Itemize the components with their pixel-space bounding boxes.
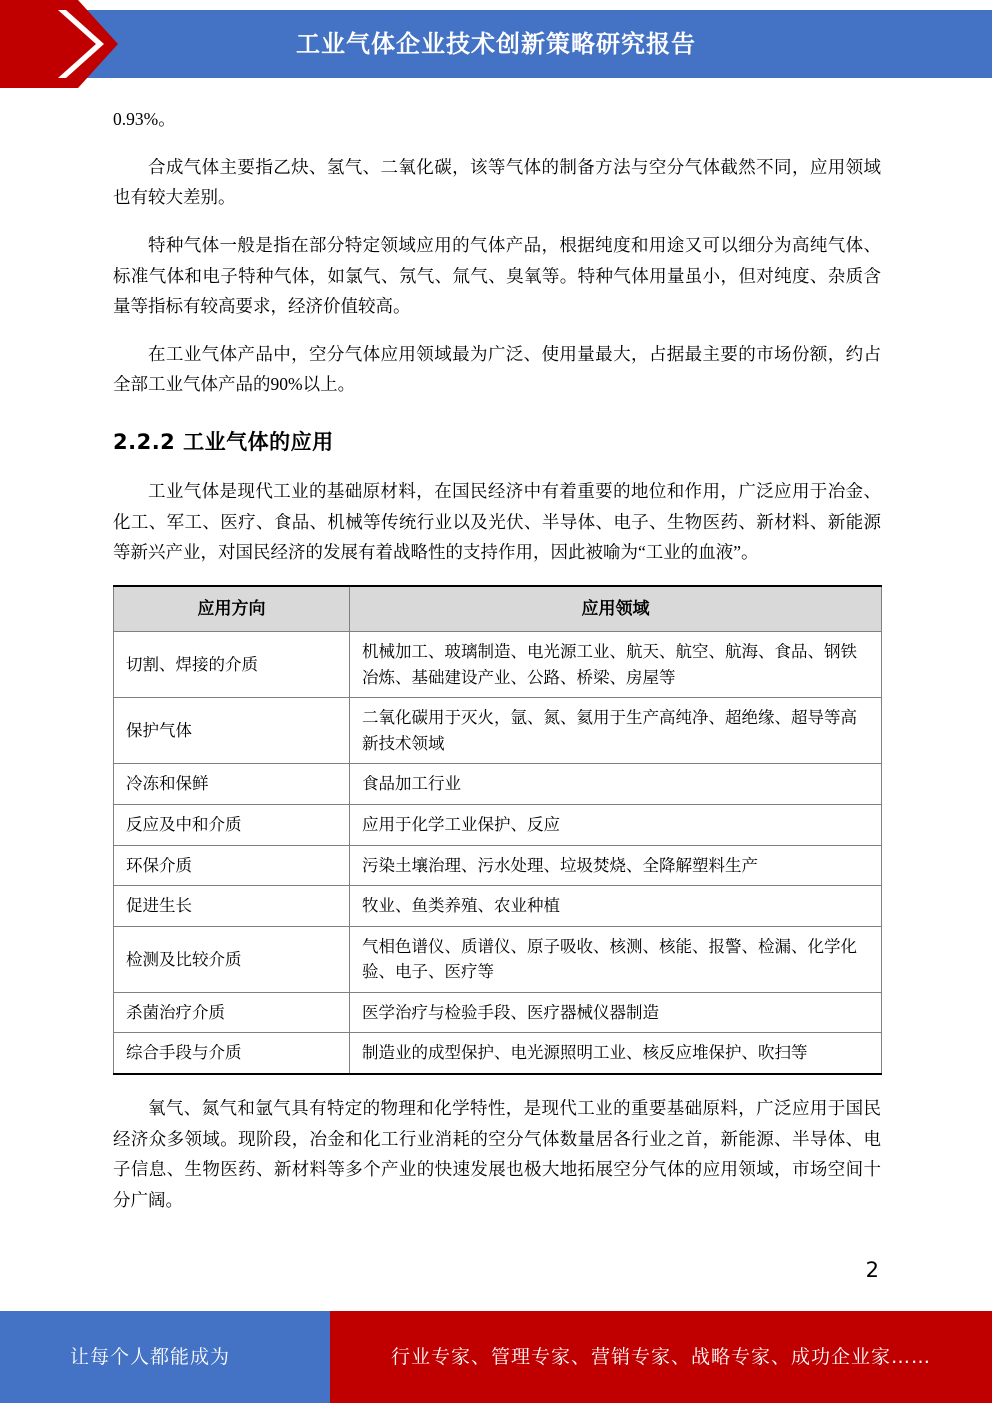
paragraph-industrial-gas-intro: 工业气体是现代工业的基础原材料，在国民经济中有着重要的地位和作用，广泛应用于冶金、化工、军工、医疗、食品、机械等传统行业以及光伏、半导体、电子、生物医药、新材料、新能源等新兴产业，对国民经济的发展有着战略性的支持作用，因此被喻为“工业的血液”。 bbox=[113, 481, 881, 563]
section-heading-2-2-2: 2.2.2 工业气体的应用 bbox=[113, 430, 334, 454]
table-cell-field: 制造业的成型保护、电光源照明工业、核反应堆保护、吹扫等 bbox=[350, 1033, 882, 1074]
table-cell-direction: 检测及比较介质 bbox=[114, 926, 350, 992]
table-row bbox=[114, 1033, 882, 1074]
footer-slogan-right: 行业专家、管理专家、营销专家、战略专家、成功企业家…… bbox=[390, 1346, 931, 1368]
applications-table bbox=[113, 585, 882, 1075]
paragraph-closing: 氧气、氮气和氩气具有特定的物理和化学特性，是现代工业的重要基础原料，广泛应用于国民经济众多领域。现阶段，冶金和化工行业消耗的空分气体数量居各行业之首，新能源、半导体、电子信息、生物医药、新材料等多个产业的快速发展也极大地拓展空分气体的应用领域，市场空间十分广阔。 bbox=[113, 1097, 881, 1210]
table-cell-field: 气相色谱仪、质谱仪、原子吸收、核测、核能、报警、检漏、化学化验、电子、医疗等 bbox=[350, 926, 882, 992]
table-row bbox=[114, 926, 882, 992]
table-header-field: 应用领域 bbox=[350, 586, 882, 632]
table-cell-direction: 切割、焊接的介质 bbox=[114, 632, 350, 698]
table-cell-direction: 促进生长 bbox=[114, 886, 350, 927]
table-cell-field: 机械加工、玻璃制造、电光源工业、航天、航空、航海、食品、钢铁冶炼、基础建设产业、公路、桥梁、房屋等 bbox=[350, 632, 882, 698]
table-row bbox=[114, 805, 882, 846]
table-cell-direction: 综合手段与介质 bbox=[114, 1033, 350, 1074]
table-cell-field: 二氧化碳用于灭火，氩、氮、氦用于生产高纯净、超绝缘、超导等高新技术领域 bbox=[350, 698, 882, 764]
table-row bbox=[114, 845, 882, 886]
table-row bbox=[114, 886, 882, 927]
table-header-direction: 应用方向 bbox=[114, 586, 350, 632]
table-cell-direction: 环保介质 bbox=[114, 845, 350, 886]
paragraph-continuation: 0.93%。 bbox=[113, 109, 176, 129]
table-cell-field: 应用于化学工业保护、反应 bbox=[350, 805, 882, 846]
table-cell-direction: 保护气体 bbox=[114, 698, 350, 764]
table-header-row bbox=[114, 586, 882, 632]
paragraph-special-gas: 特种气体一般是指在部分特定领域应用的气体产品，根据纯度和用途又可以细分为高纯气体、标准气体和电子特种气体，如氯气、氖气、氚气、臭氧等。特种气体用量虽小，但对纯度、杂质含量等指标有较高要求，经济价值较高。 bbox=[113, 234, 881, 317]
page-number: 2 bbox=[865, 1258, 879, 1282]
table-cell-direction: 杀菌治疗介质 bbox=[114, 992, 350, 1033]
table-cell-field: 污染土壤治理、污水处理、垃圾焚烧、全降解塑料生产 bbox=[350, 845, 882, 886]
paragraph-synthetic-gas: 合成气体主要指乙炔、氢气、二氧化碳，该等气体的制备方法与空分气体截然不同，应用领域也有较大差别。 bbox=[113, 156, 881, 208]
table-row bbox=[114, 632, 882, 698]
footer-slogan-left: 让每个人都能成为 bbox=[69, 1346, 230, 1368]
table-row bbox=[114, 992, 882, 1033]
paragraph-market-share: 在工业气体产品中，空分气体应用领域最为广泛、使用量最大，占据最主要的市场份额，约占全部工业气体产品的90%以上。 bbox=[113, 343, 881, 395]
page-footer bbox=[0, 1311, 992, 1403]
page-header bbox=[0, 0, 992, 90]
document-content bbox=[113, 104, 881, 1232]
table-row bbox=[114, 764, 882, 805]
document-title: 工业气体企业技术创新策略研究报告 bbox=[296, 30, 696, 58]
table-cell-field: 食品加工行业 bbox=[350, 764, 882, 805]
table-cell-direction: 冷冻和保鲜 bbox=[114, 764, 350, 805]
table-cell-field: 牧业、鱼类养殖、农业种植 bbox=[350, 886, 882, 927]
table-cell-field: 医学治疗与检验手段、医疗器械仪器制造 bbox=[350, 992, 882, 1033]
table-row bbox=[114, 698, 882, 764]
table-cell-direction: 反应及中和介质 bbox=[114, 805, 350, 846]
